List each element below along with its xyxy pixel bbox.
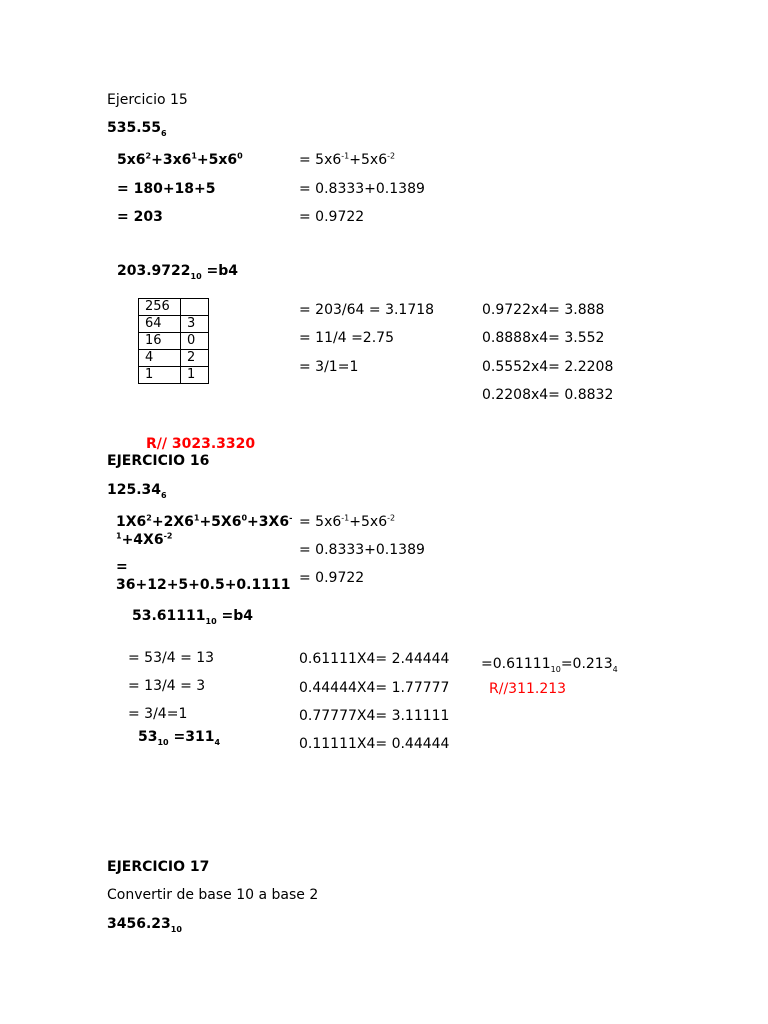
ej16-frac-total: = 0.9722	[299, 570, 365, 586]
ej16-division: = 53/4 = 13	[128, 650, 215, 666]
table-row: 1 1	[139, 367, 209, 384]
ej15-convert: $203.9722_{10} =b4$	[117, 263, 239, 281]
ej16-multiplication: 0.44444X4= 1.77777	[299, 680, 450, 696]
ej16-integer-result: $53_{10} =311_4$	[138, 729, 221, 747]
ej16-division: = 13/4 = 3	[128, 678, 206, 694]
ej16-result: R//311.213	[489, 681, 567, 697]
table-row: 256	[139, 299, 209, 316]
table-row: 64 3	[139, 316, 209, 333]
ej15-expansion: $5x6^2+3x6^1+5x6^0$	[117, 151, 243, 168]
ej16-number: $125.34_6$	[107, 482, 167, 500]
ej16-multiplication: 0.11111X4= 0.44444	[299, 736, 450, 752]
ej16-division: = 3/4=1	[128, 706, 188, 722]
ej17-title: EJERCICIO 17	[107, 859, 210, 875]
ej16-frac-expansion: = $5x6^{-1}+5x6^{-2}$	[299, 513, 396, 530]
ej15-result: R// 3023.3320	[146, 436, 256, 452]
ej15-frac-sum: = 0.8333+0.1389	[299, 181, 425, 197]
ej15-frac-total: = 0.9722	[299, 209, 365, 225]
table-row: 16 0	[139, 333, 209, 350]
ej15-number: $535.55_6$	[107, 120, 167, 138]
ej16-frac-sum: = 0.8333+0.1389	[299, 542, 425, 558]
ej15-multiplication: 0.5552x4= 2.2208	[482, 359, 614, 375]
ej15-division: = 203/64 = 3.1718	[299, 302, 435, 318]
ej17-subtitle: Convertir de base 10 a base 2	[107, 887, 319, 903]
ej15-powers-table	[138, 298, 209, 384]
ej15-multiplication: 0.8888x4= 3.552	[482, 330, 605, 346]
ej16-expansion: $1X6^2+2X6^1+5X6^0+3X6^-$	[116, 513, 293, 530]
ej16-convert: $53.61111_{10} =b4$	[132, 608, 254, 626]
ej15-sum: = 180+18+5	[117, 181, 216, 197]
ej15-total: = 203	[117, 209, 163, 225]
ej16-expansion-cont: $^1+4X6^{-2}$	[116, 531, 173, 548]
ej15-title: Ejercicio 15	[107, 92, 188, 108]
ej16-fraction-result: $=0.61111_{10}=0.213_4$	[481, 656, 618, 674]
ej15-multiplication: 0.2208x4= 0.8832	[482, 387, 614, 403]
ej15-frac-expansion: = $5x6^{-1}+5x6^{-2}$	[299, 151, 396, 168]
ej15-division: = 11/4 =2.75	[299, 330, 394, 346]
ej17-number: $3456.23_{10}$	[107, 916, 182, 934]
ej16-equals: =	[116, 559, 128, 575]
ej16-title: EJERCICIO 16	[107, 453, 210, 469]
ej16-multiplication: 0.61111X4= 2.44444	[299, 651, 450, 667]
ej15-multiplication: 0.9722x4= 3.888	[482, 302, 605, 318]
ej16-multiplication: 0.77777X4= 3.11111	[299, 708, 450, 724]
table-row: 4 2	[139, 350, 209, 367]
ej15-division: = 3/1=1	[299, 359, 359, 375]
ej16-sum: 36+12+5+0.5+0.1111	[116, 577, 291, 593]
